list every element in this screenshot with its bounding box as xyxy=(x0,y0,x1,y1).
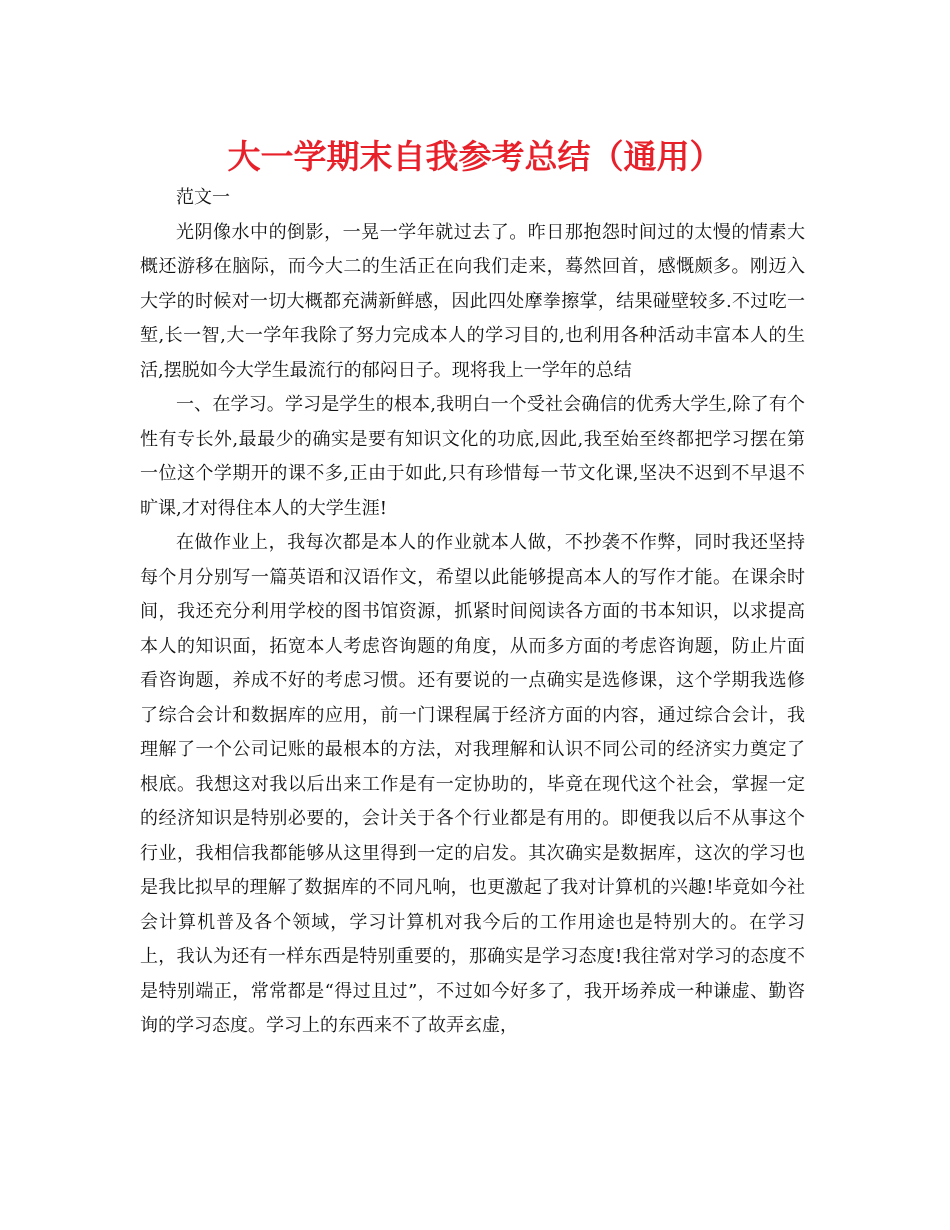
paragraph-study: 一、在学习。学习是学生的根本,我明白一个受社会确信的优秀大学生,除了有个性有专长外,最最少的确实是要有知识文化的功底,因此,我至始至终都把学习摆在第一位这个学期开的课不多,正由于如此,只有珍惜每一节文化课,坚决不迟到不早退不旷课,才对得住本人的大学生涯! xyxy=(140,394,805,519)
paragraph-homework: 在做作业上，我每次都是本人的作业就本人做，不抄袭不作弊，同时我还坚持每个月分别写一篇英语和汉语作文，希望以此能够提高本人的写作才能。在课余时间，我还充分利用学校的图书馆资源，抓紧时间阅读各方面的书本知识，以求提高本人的知识面，拓宽本人考虑咨询题的角度，从而多方面的考虑咨询题，防止片面看咨询题，养成不好的考虑习惯。还有要说的一点确实是选修课，这个学期我选修了综合会计和数据库的应用，前一门课程属于经济方面的内容，通过综合会计，我理解了一个公司记账的最根本的方法，对我理解和认识不同公司的经济实力奠定了根底。我想这对我以后出来工作是有一定协助的，毕竟在现代这个社会，掌握一定的经济知识是特别必要的，会计关于各个行业都是有用的。即便我以后不从事这个行业，我相信我都能够从这里得到一定的启发。其次确实是数据库，这次的学习也是我比拟早的理解了数据库的不同凡响，也更激起了我对计算机的兴趣!毕竟如今社会计算机普及各个领域，学习计算机对我今后的工作用途也是特别大的。在学习上，我认为还有一样东西是特别重要的，那确实是学习态度!我往常对学习的态度不是特别端正，常常都是“得过且过”，不过如今好多了，我开场养成一种谦虚、勤咨询的学习态度。学习上的东西来不了故弄玄虚， xyxy=(140,532,805,1036)
paragraph-intro: 光阴像水中的倒影，一晃一学年就过去了。昨日那抱怨时间过的太慢的情素大概还游移在脑际，而今大二的生活正在向我们走来，蓦然回首，感慨颇多。刚迈入大学的时候对一切大概都充满新鲜感，因此四处摩拳擦掌，结果碰壁较多.不过吃一堑,长一智,大一学年我除了努力完成本人的学习目的,也利用各种活动丰富本人的生活,摆脱如今大学生最流行的郁闷日子。现将我上一学年的总结 xyxy=(140,221,805,381)
document-title: 大一学期末自我参考总结（通用） xyxy=(227,137,723,176)
document-body xyxy=(140,181,805,1044)
section-label: 范文一 xyxy=(176,187,230,208)
